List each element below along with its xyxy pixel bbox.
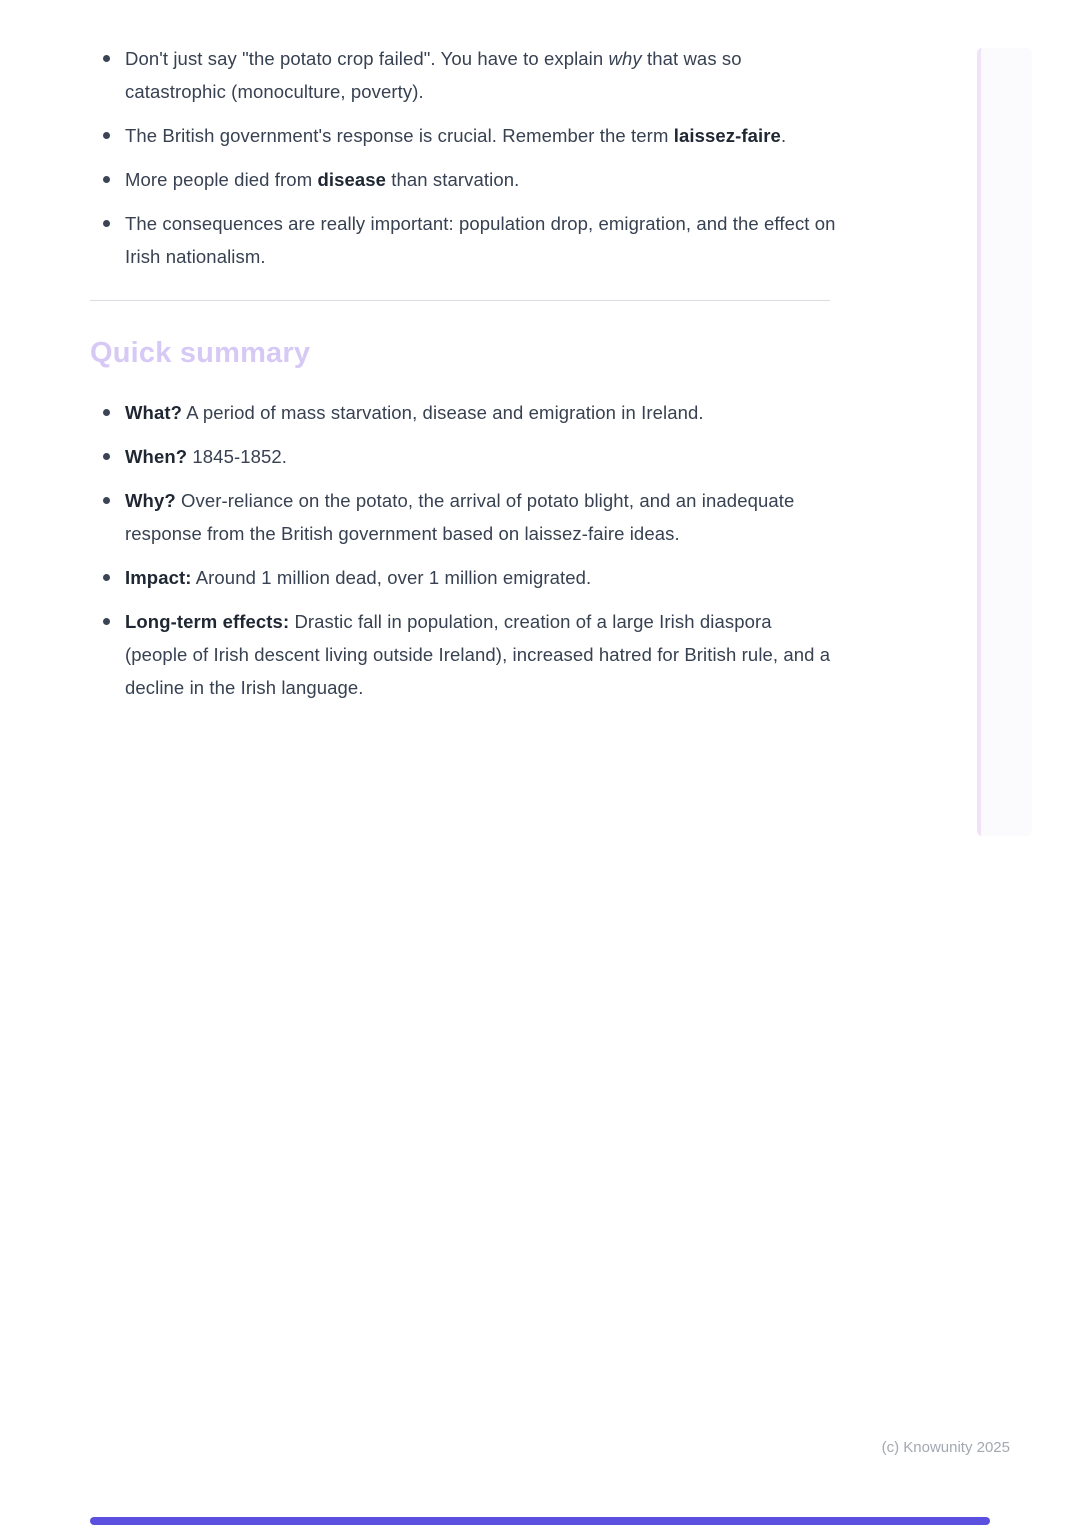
page-content: [90, 42, 838, 715]
note-text-italic: why: [608, 48, 642, 69]
note-text: than starvation.: [386, 169, 520, 190]
list-item: [90, 484, 838, 550]
note-text: Don't just say "the potato crop failed". You have to explain: [125, 48, 609, 69]
list-item: [90, 396, 838, 429]
summary-lead: Long-term effects:: [125, 611, 290, 632]
page-bottom-bar: [90, 1517, 990, 1525]
note-text-bold: disease: [317, 169, 387, 190]
summary-text: Around 1 million dead, over 1 million emigrated.: [191, 567, 592, 588]
note-text: .: [780, 125, 787, 146]
list-item: [90, 207, 838, 273]
page-edge-scroll-rail: [977, 48, 1032, 836]
list-item: [90, 440, 838, 473]
summary-lead: Why?: [125, 490, 176, 511]
note-text: that was so catastrophic (monoculture, poverty).: [125, 48, 742, 102]
copyright-footer: (c) Knowunity 2025: [881, 1439, 1010, 1456]
quick-summary-heading: Quick summary: [90, 337, 311, 369]
list-item: [90, 42, 838, 108]
note-text: The consequences are really important: population drop, emigration, and the effect on Irish nationalism.: [125, 213, 836, 267]
summary-text: A period of mass starvation, disease and emigration in Ireland.: [182, 402, 704, 423]
quick-summary-list: [90, 396, 838, 704]
list-item: [90, 163, 838, 196]
note-text-bold: laissez-faire: [673, 125, 781, 146]
summary-lead: What?: [125, 402, 183, 423]
list-item: [90, 605, 838, 704]
list-item: [90, 119, 838, 152]
summary-text: 1845-1852.: [187, 446, 288, 467]
exam-tips-list: [90, 42, 838, 273]
summary-text: Drastic fall in population, creation of a large Irish diaspora (people of Irish descent living outside Ireland), increased hatred for British rule, and a decline in the Irish language.: [125, 611, 831, 698]
section-divider: [90, 300, 830, 301]
note-text: The British government's response is crucial. Remember the term: [125, 125, 674, 146]
summary-lead: Impact:: [125, 567, 192, 588]
summary-lead: When?: [125, 446, 188, 467]
note-text: More people died from: [125, 169, 318, 190]
summary-text: Over-reliance on the potato, the arrival of potato blight, and an inadequate response from the British government based on laissez-faire ideas.: [125, 490, 795, 544]
list-item: [90, 561, 838, 594]
